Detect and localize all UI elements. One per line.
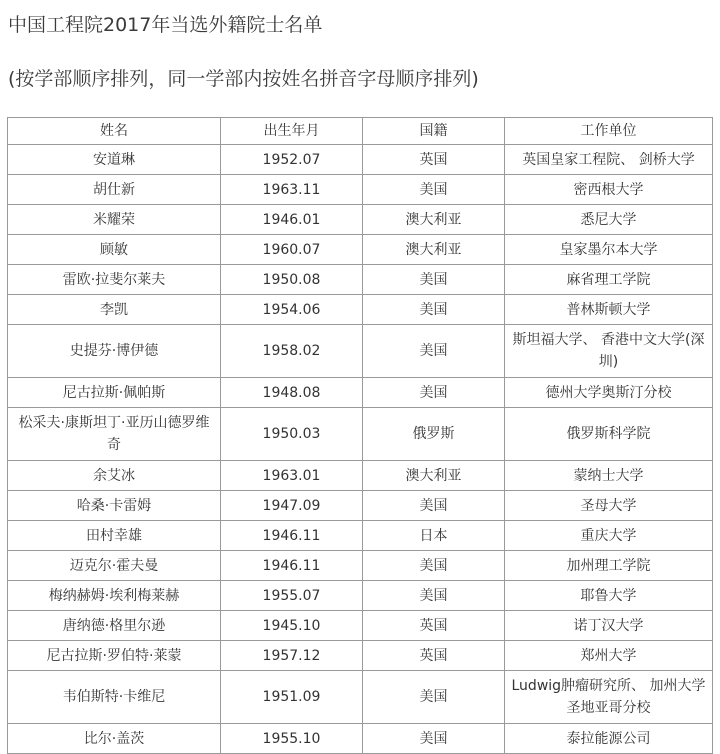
cell-nationality: 澳大利亚 bbox=[363, 461, 505, 491]
column-header-workplace: 工作单位 bbox=[505, 118, 713, 145]
cell-nationality: 英国 bbox=[363, 641, 505, 671]
cell-nationality: 美国 bbox=[363, 295, 505, 325]
cell-name: 史提芬·博伊德 bbox=[8, 325, 221, 378]
cell-nationality: 美国 bbox=[363, 378, 505, 408]
cell-name: 李凯 bbox=[8, 295, 221, 325]
cell-workplace: 加州理工学院 bbox=[505, 551, 713, 581]
cell-workplace: 斯坦福大学、 香港中文大学(深圳) bbox=[505, 325, 713, 378]
cell-birth: 1946.11 bbox=[221, 551, 363, 581]
cell-birth: 1957.12 bbox=[221, 641, 363, 671]
cell-name: 安道琳 bbox=[8, 145, 221, 175]
cell-birth: 1960.07 bbox=[221, 235, 363, 265]
cell-name: 余艾冰 bbox=[8, 461, 221, 491]
cell-nationality: 美国 bbox=[363, 551, 505, 581]
cell-workplace: 重庆大学 bbox=[505, 521, 713, 551]
table-header-row bbox=[8, 118, 713, 145]
cell-nationality: 美国 bbox=[363, 581, 505, 611]
cell-name: 迈克尔·霍夫曼 bbox=[8, 551, 221, 581]
table-row bbox=[8, 378, 713, 408]
table-row bbox=[8, 265, 713, 295]
cell-birth: 1955.10 bbox=[221, 724, 363, 754]
cell-name: 顾敏 bbox=[8, 235, 221, 265]
cell-nationality: 英国 bbox=[363, 145, 505, 175]
table-row bbox=[8, 491, 713, 521]
cell-workplace: 泰拉能源公司 bbox=[505, 724, 713, 754]
cell-nationality: 美国 bbox=[363, 175, 505, 205]
table-row bbox=[8, 551, 713, 581]
cell-nationality: 美国 bbox=[363, 265, 505, 295]
cell-nationality: 美国 bbox=[363, 724, 505, 754]
cell-nationality: 美国 bbox=[363, 325, 505, 378]
cell-name: 尼古拉斯·佩帕斯 bbox=[8, 378, 221, 408]
cell-nationality: 澳大利亚 bbox=[363, 205, 505, 235]
table-row bbox=[8, 724, 713, 754]
table-row bbox=[8, 325, 713, 378]
cell-nationality: 澳大利亚 bbox=[363, 235, 505, 265]
cell-nationality: 美国 bbox=[363, 491, 505, 521]
table-row bbox=[8, 175, 713, 205]
cell-birth: 1948.08 bbox=[221, 378, 363, 408]
table-row bbox=[8, 235, 713, 265]
cell-birth: 1963.11 bbox=[221, 175, 363, 205]
cell-workplace: 皇家墨尔本大学 bbox=[505, 235, 713, 265]
cell-name: 尼古拉斯·罗伯特·莱蒙 bbox=[8, 641, 221, 671]
cell-workplace: 麻省理工学院 bbox=[505, 265, 713, 295]
cell-birth: 1951.09 bbox=[221, 671, 363, 724]
column-header-nationality: 国籍 bbox=[363, 118, 505, 145]
cell-birth: 1952.07 bbox=[221, 145, 363, 175]
cell-workplace: 德州大学奥斯汀分校 bbox=[505, 378, 713, 408]
academician-table bbox=[7, 117, 713, 754]
table-row bbox=[8, 611, 713, 641]
cell-workplace: 圣母大学 bbox=[505, 491, 713, 521]
cell-nationality: 美国 bbox=[363, 671, 505, 724]
page-subtitle: (按学部顺序排列，同一学部内按姓名拼音字母顺序排列) bbox=[8, 68, 479, 90]
cell-birth: 1945.10 bbox=[221, 611, 363, 641]
cell-name: 米耀荣 bbox=[8, 205, 221, 235]
table-row bbox=[8, 408, 713, 461]
cell-birth: 1954.06 bbox=[221, 295, 363, 325]
cell-name: 唐纳德·格里尔逊 bbox=[8, 611, 221, 641]
table-row bbox=[8, 145, 713, 175]
cell-name: 松采夫·康斯坦丁·亚历山德罗维奇 bbox=[8, 408, 221, 461]
cell-workplace: 耶鲁大学 bbox=[505, 581, 713, 611]
table-row bbox=[8, 521, 713, 551]
cell-nationality: 日本 bbox=[363, 521, 505, 551]
cell-birth: 1963.01 bbox=[221, 461, 363, 491]
cell-nationality: 俄罗斯 bbox=[363, 408, 505, 461]
column-header-name: 姓名 bbox=[8, 118, 221, 145]
cell-birth: 1955.07 bbox=[221, 581, 363, 611]
cell-name: 雷欧·拉斐尔莱夫 bbox=[8, 265, 221, 295]
cell-birth: 1950.03 bbox=[221, 408, 363, 461]
table-row bbox=[8, 671, 713, 724]
cell-name: 梅纳赫姆·埃利梅莱赫 bbox=[8, 581, 221, 611]
cell-workplace: 密西根大学 bbox=[505, 175, 713, 205]
column-header-birth: 出生年月 bbox=[221, 118, 363, 145]
cell-name: 哈桑·卡雷姆 bbox=[8, 491, 221, 521]
page-title: 中国工程院2017年当选外籍院士名单 bbox=[8, 14, 323, 36]
cell-birth: 1950.08 bbox=[221, 265, 363, 295]
table-row bbox=[8, 461, 713, 491]
cell-birth: 1946.01 bbox=[221, 205, 363, 235]
cell-name: 比尔·盖茨 bbox=[8, 724, 221, 754]
cell-nationality: 英国 bbox=[363, 611, 505, 641]
cell-workplace: 普林斯顿大学 bbox=[505, 295, 713, 325]
cell-workplace: 蒙纳士大学 bbox=[505, 461, 713, 491]
cell-workplace: 英国皇家工程院、 剑桥大学 bbox=[505, 145, 713, 175]
table-row bbox=[8, 581, 713, 611]
cell-workplace: 郑州大学 bbox=[505, 641, 713, 671]
cell-name: 韦伯斯特·卡维尼 bbox=[8, 671, 221, 724]
cell-name: 胡仕新 bbox=[8, 175, 221, 205]
table-row bbox=[8, 205, 713, 235]
cell-workplace: 悉尼大学 bbox=[505, 205, 713, 235]
cell-name: 田村幸雄 bbox=[8, 521, 221, 551]
cell-birth: 1958.02 bbox=[221, 325, 363, 378]
cell-birth: 1947.09 bbox=[221, 491, 363, 521]
table-row bbox=[8, 641, 713, 671]
cell-birth: 1946.11 bbox=[221, 521, 363, 551]
cell-workplace: Ludwig肿瘤研究所、 加州大学圣地亚哥分校 bbox=[505, 671, 713, 724]
cell-workplace: 俄罗斯科学院 bbox=[505, 408, 713, 461]
table-row bbox=[8, 295, 713, 325]
cell-workplace: 诺丁汉大学 bbox=[505, 611, 713, 641]
